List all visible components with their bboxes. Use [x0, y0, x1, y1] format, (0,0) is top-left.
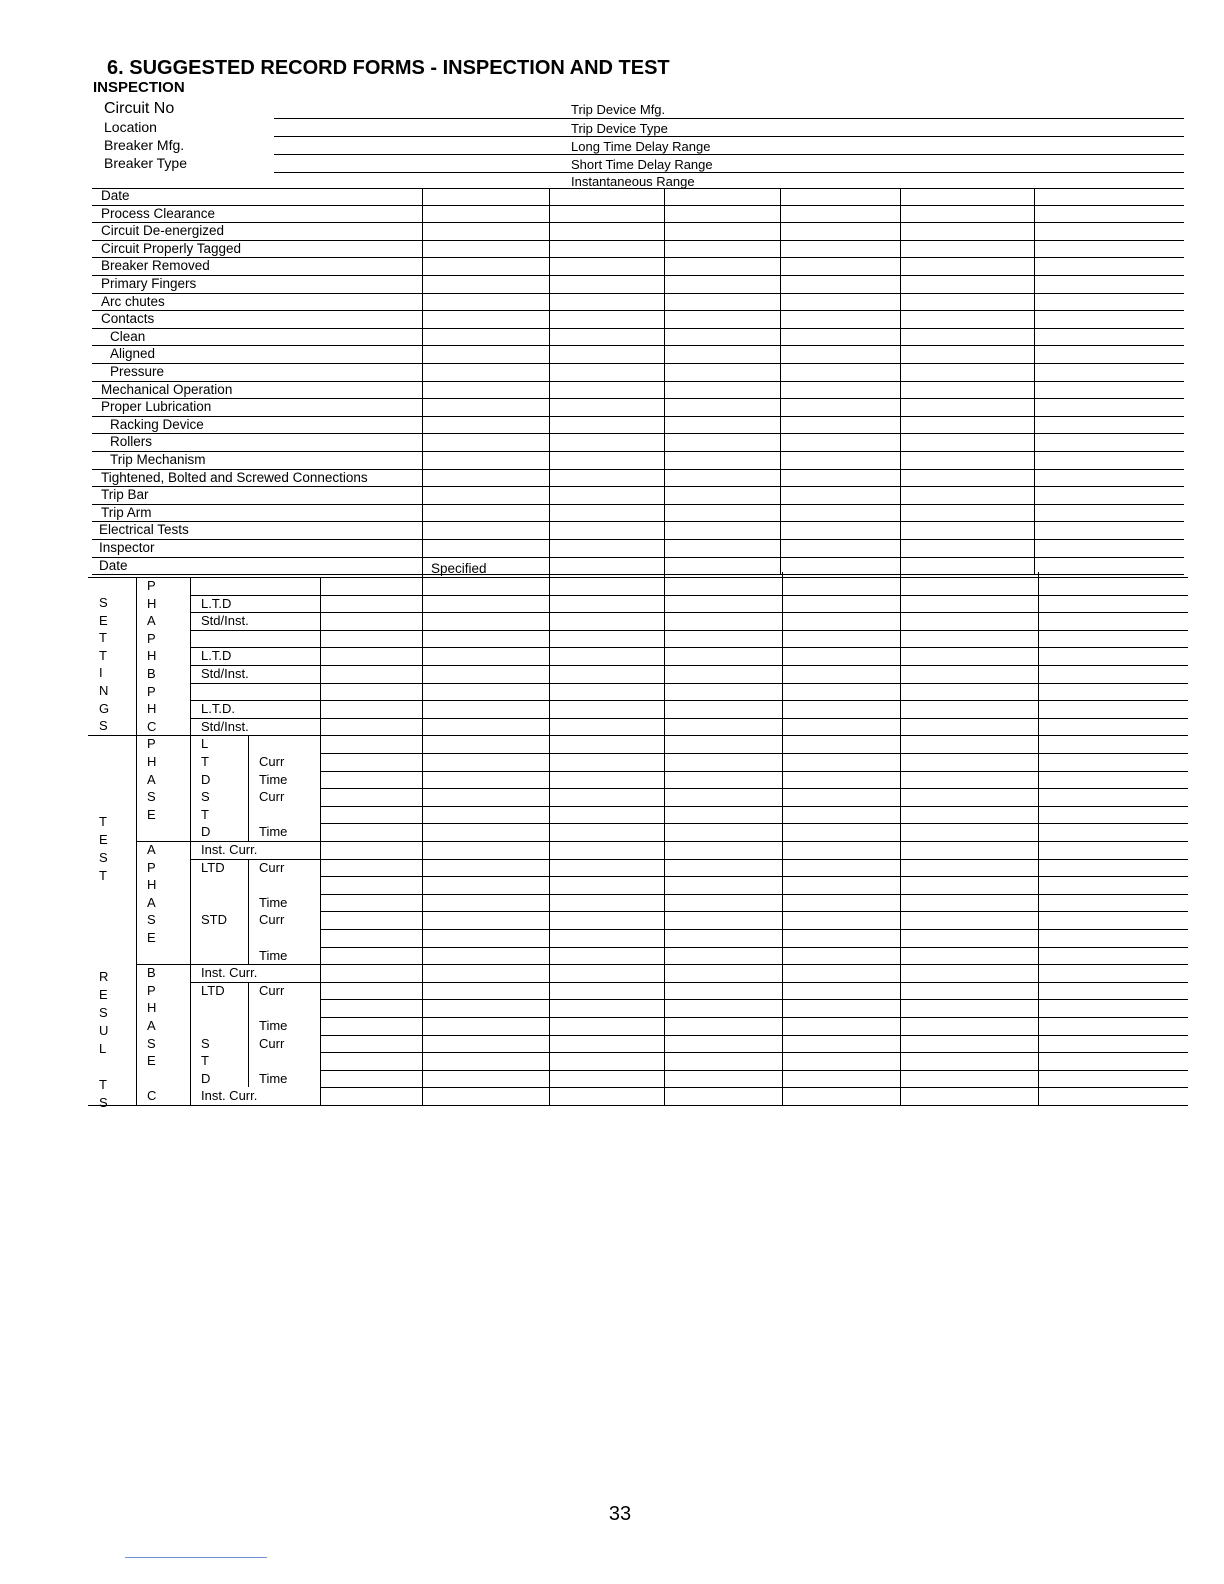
- row-rule: [92, 574, 1184, 575]
- row-rule: [92, 293, 1184, 294]
- checklist-row-label: Date: [99, 557, 128, 573]
- field-breaker-type: Breaker Type: [104, 155, 188, 171]
- results-side-letter: T: [99, 1077, 107, 1092]
- row-rule: [92, 328, 1184, 329]
- results-sub-label: D: [201, 824, 211, 840]
- column-rule: [190, 577, 191, 1105]
- row-rule: [92, 469, 1184, 470]
- checklist-row-label: Aligned: [110, 346, 156, 362]
- checklist-row-label: Circuit Properly Tagged: [101, 240, 242, 256]
- results-measure-label: Curr: [259, 912, 285, 928]
- footer-rule: [125, 1557, 267, 1558]
- settings-label: L.T.D: [201, 648, 232, 664]
- phase-letter: A: [147, 613, 156, 629]
- row-rule: [92, 310, 1184, 311]
- phase-letter: A: [147, 771, 156, 787]
- phase-letter: A: [147, 894, 156, 910]
- phase-letter: H: [147, 754, 157, 769]
- checklist-row-label: Pressure: [110, 364, 165, 379]
- row-rule: [92, 240, 1184, 241]
- phase-letter: S: [147, 789, 156, 805]
- row-rule: [92, 433, 1184, 434]
- row-rule: [92, 557, 1184, 558]
- results-sub-label: STD: [201, 912, 227, 928]
- results-side-letter: S: [99, 1005, 108, 1020]
- blank-line: [274, 136, 1184, 137]
- row-rule: [88, 735, 1188, 736]
- column-rule: [248, 982, 249, 1088]
- checklist-row-label: Clean: [110, 328, 146, 344]
- phase-letter: P: [147, 683, 156, 699]
- row-rule: [92, 521, 1184, 522]
- results-sub-label: Inst. Curr.: [201, 842, 258, 857]
- row-rule: [92, 416, 1184, 417]
- column-rule: [248, 859, 249, 965]
- settings-label: L.T.D: [201, 595, 232, 611]
- row-rule: [88, 577, 1188, 578]
- row-rule: [320, 929, 1188, 930]
- results-side-letter: S: [99, 1095, 108, 1110]
- phase-letter: B: [147, 965, 156, 981]
- checklist-row-label: Rollers: [110, 434, 153, 450]
- blank-line: [274, 118, 1184, 119]
- settings-side-letter: T: [99, 630, 107, 646]
- field-circuit-no: Circuit No: [104, 100, 175, 117]
- results-side-letter: R: [99, 969, 109, 984]
- row-rule: [92, 381, 1184, 382]
- results-sub-label: L: [201, 736, 209, 752]
- column-rule: [1038, 572, 1039, 1105]
- checklist-row-label: Racking Device: [110, 416, 204, 432]
- column-rule: [422, 572, 423, 1105]
- row-rule: [320, 771, 1188, 772]
- results-side-letter: L: [99, 1041, 107, 1056]
- column-rule: [1034, 188, 1035, 574]
- phase-letter: H: [147, 877, 157, 893]
- phase-letter: E: [147, 806, 156, 822]
- results-measure-label: Curr: [259, 789, 285, 805]
- results-sub-label: T: [201, 1053, 209, 1069]
- row-rule: [320, 1052, 1188, 1053]
- column-rule: [320, 577, 321, 1105]
- settings-label: Std/Inst.: [201, 613, 249, 629]
- results-sub-label: Inst. Curr.: [201, 1088, 258, 1104]
- results-sub-label: T: [201, 806, 209, 822]
- settings-label: Std/Inst.: [201, 666, 249, 681]
- row-rule: [88, 1105, 1188, 1106]
- row-rule: [92, 257, 1184, 258]
- results-measure-label: Time: [259, 1018, 288, 1033]
- field-short-time-delay-range: Short Time Delay Range: [571, 157, 713, 172]
- row-rule: [320, 1087, 1188, 1088]
- column-rule: [900, 188, 901, 574]
- column-rule: [549, 572, 550, 1105]
- column-rule: [782, 572, 783, 1105]
- column-rule: [900, 572, 901, 1105]
- column-rule: [248, 735, 249, 841]
- checklist-row-label: Arc chutes: [101, 293, 165, 309]
- field-trip-device-mfg: Trip Device Mfg.: [571, 102, 666, 117]
- settings-side-letter: I: [99, 665, 103, 681]
- results-measure-label: Time: [259, 947, 288, 963]
- phase-letter: B: [147, 666, 156, 681]
- checklist-row-label: Contacts: [101, 311, 155, 327]
- checklist-row-label: Inspector: [99, 540, 155, 555]
- settings-side-letter: E: [99, 612, 108, 628]
- row-rule: [320, 947, 1188, 948]
- row-rule: [320, 999, 1188, 1000]
- page-number: 33: [608, 1503, 632, 1525]
- results-side-letter: T: [99, 814, 107, 829]
- results-side-letter: E: [99, 832, 108, 847]
- results-sub-label: S: [201, 789, 210, 805]
- field-instantaneous-range: Instantaneous Range: [571, 174, 695, 189]
- checklist-row-label: Date: [101, 188, 130, 203]
- checklist-row-label: Process Clearance: [101, 205, 216, 221]
- column-rule: [136, 577, 137, 1105]
- settings-label: L.T.D.: [201, 701, 235, 717]
- row-rule: [92, 504, 1184, 505]
- row-rule: [320, 753, 1188, 754]
- phase-letter: A: [147, 1018, 156, 1033]
- column-rule: [780, 188, 781, 574]
- row-rule: [92, 398, 1184, 399]
- results-measure-label: Curr: [259, 1035, 285, 1051]
- checklist-row-label: Proper Lubrication: [101, 399, 212, 415]
- row-rule: [320, 1035, 1188, 1036]
- checklist-row-label: Primary Fingers: [101, 276, 197, 291]
- group-rule: [136, 964, 1188, 965]
- row-rule: [92, 451, 1184, 452]
- column-rule: [549, 188, 550, 574]
- row-rule: [92, 539, 1184, 540]
- results-sub-label: S: [201, 1035, 210, 1051]
- page-title: 6. SUGGESTED RECORD FORMS - INSPECTION AND TEST: [107, 57, 670, 79]
- row-rule: [320, 1070, 1188, 1071]
- settings-label: Std/Inst.: [201, 718, 249, 734]
- row-rule: [320, 911, 1188, 912]
- field-breaker-mfg: Breaker Mfg.: [104, 137, 185, 153]
- group-rule: [136, 841, 1188, 842]
- specified-label: Specified: [431, 561, 487, 576]
- phase-letter: P: [147, 736, 156, 752]
- row-rule: [92, 222, 1184, 223]
- checklist-row-label: Trip Arm: [101, 504, 152, 520]
- row-rule: [320, 1017, 1188, 1018]
- phase-letter: C: [147, 718, 157, 734]
- results-side-letter: S: [99, 850, 108, 865]
- results-measure-label: Curr: [259, 982, 285, 998]
- field-location: Location: [104, 119, 157, 135]
- phase-letter: P: [147, 982, 156, 998]
- blank-line: [274, 172, 1184, 173]
- results-sub-label: T: [201, 754, 209, 769]
- results-measure-label: Time: [259, 1070, 288, 1086]
- settings-side-letter: S: [99, 595, 108, 610]
- results-sub-label: D: [201, 771, 211, 787]
- phase-letter: A: [147, 842, 156, 857]
- row-rule: [92, 345, 1184, 346]
- phase-letter: H: [147, 595, 157, 611]
- blank-line: [274, 154, 1184, 155]
- settings-side-letter: S: [99, 718, 108, 734]
- section-title: INSPECTION: [93, 79, 185, 96]
- row-rule: [92, 275, 1184, 276]
- results-measure-label: Time: [259, 894, 288, 910]
- row-rule: [320, 876, 1188, 877]
- results-side-letter: E: [99, 987, 108, 1002]
- results-sub-label: LTD: [201, 982, 225, 998]
- row-rule: [92, 486, 1184, 487]
- checklist-row-label: Trip Bar: [101, 487, 149, 503]
- row-rule: [92, 205, 1184, 206]
- row-rule: [320, 788, 1188, 789]
- checklist-row-label: Trip Mechanism: [110, 452, 206, 467]
- results-side-letter: T: [99, 868, 107, 883]
- phase-letter: S: [147, 912, 156, 928]
- phase-letter: P: [147, 859, 156, 875]
- row-rule: [320, 806, 1188, 807]
- column-rule: [664, 188, 665, 574]
- phase-letter: C: [147, 1088, 157, 1104]
- results-measure-label: Curr: [259, 754, 285, 769]
- results-sub-label: D: [201, 1070, 211, 1086]
- row-rule: [92, 363, 1184, 364]
- results-measure-label: Time: [259, 824, 288, 840]
- checklist-row-label: Electrical Tests: [99, 522, 189, 538]
- phase-letter: E: [147, 930, 156, 945]
- phase-letter: P: [147, 630, 156, 646]
- field-trip-device-type: Trip Device Type: [571, 121, 668, 136]
- checklist-row-label: Mechanical Operation: [101, 381, 233, 397]
- phase-letter: H: [147, 701, 157, 717]
- row-rule: [320, 894, 1188, 895]
- settings-side-letter: T: [99, 647, 107, 663]
- phase-letter: E: [147, 1053, 156, 1069]
- checklist-row-label: Tightened, Bolted and Screwed Connections: [101, 469, 368, 485]
- column-rule: [664, 572, 665, 1105]
- row-rule: [92, 188, 1184, 189]
- checklist-row-label: Circuit De-energized: [101, 223, 225, 239]
- settings-side-letter: G: [99, 700, 110, 716]
- results-side-letter: U: [99, 1023, 109, 1038]
- settings-side-letter: N: [99, 683, 109, 698]
- results-sub-label: LTD: [201, 859, 225, 875]
- phase-letter: P: [147, 578, 156, 593]
- results-measure-label: Curr: [259, 859, 285, 875]
- phase-letter: H: [147, 648, 157, 664]
- results-measure-label: Time: [259, 771, 288, 787]
- checklist-row-label: Breaker Removed: [101, 258, 210, 274]
- results-sub-label: Inst. Curr.: [201, 965, 258, 981]
- phase-letter: H: [147, 1000, 157, 1016]
- column-rule: [422, 188, 423, 574]
- row-rule: [320, 823, 1188, 824]
- phase-letter: S: [147, 1035, 156, 1051]
- field-long-time-delay-range: Long Time Delay Range: [571, 139, 711, 154]
